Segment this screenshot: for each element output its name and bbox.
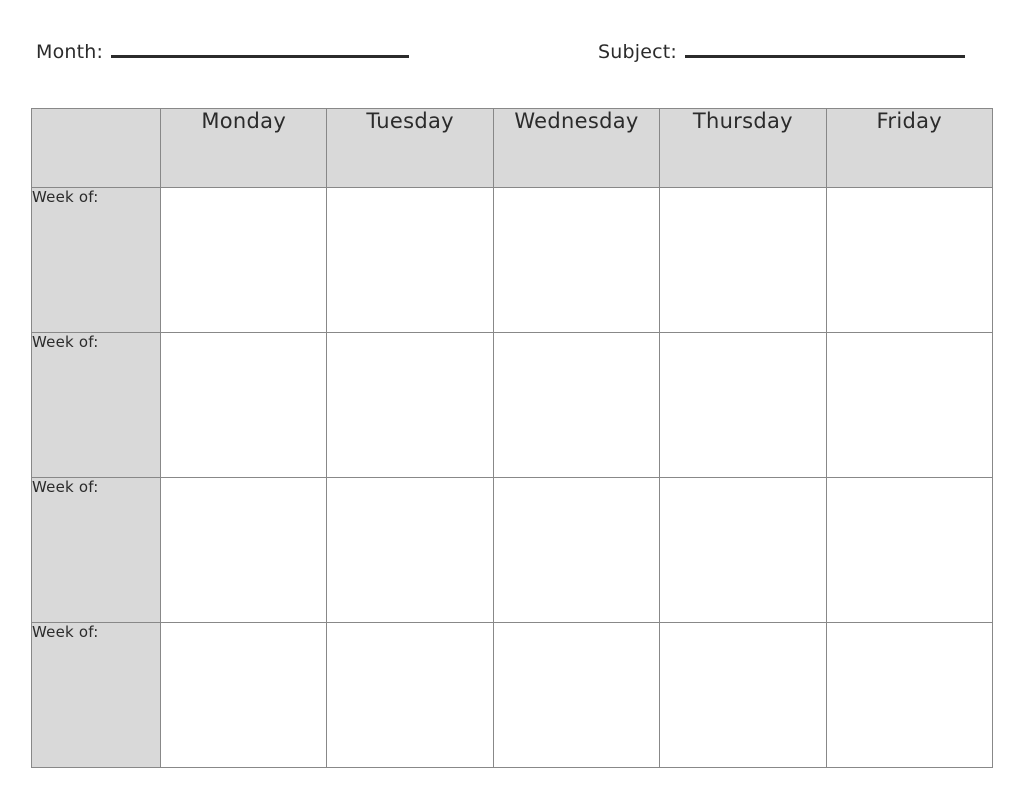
week-of-label-2[interactable]: Week of:	[32, 333, 161, 478]
table-body	[32, 188, 993, 768]
entry-cell-week4-friday[interactable]	[826, 623, 992, 768]
subject-label: Subject:	[598, 41, 678, 63]
table-header-row	[32, 109, 993, 188]
column-header-thursday: Thursday	[660, 109, 826, 188]
entry-cell-week1-thursday[interactable]	[660, 188, 826, 333]
table-header	[32, 109, 993, 188]
table-row	[32, 188, 993, 333]
entry-cell-week4-monday[interactable]	[161, 623, 327, 768]
entry-cell-week2-thursday[interactable]	[660, 333, 826, 478]
entry-cell-week2-wednesday[interactable]	[493, 333, 659, 478]
month-field[interactable]	[36, 40, 409, 63]
entry-cell-week3-tuesday[interactable]	[327, 478, 493, 623]
month-write-line[interactable]	[111, 40, 409, 58]
table-row	[32, 478, 993, 623]
subject-field[interactable]	[598, 40, 965, 63]
column-header-tuesday: Tuesday	[327, 109, 493, 188]
table-row	[32, 333, 993, 478]
entry-cell-week1-tuesday[interactable]	[327, 188, 493, 333]
entry-cell-week1-monday[interactable]	[161, 188, 327, 333]
table-row	[32, 623, 993, 768]
column-header-friday: Friday	[826, 109, 992, 188]
entry-cell-week3-friday[interactable]	[826, 478, 992, 623]
table-corner-cell	[32, 109, 161, 188]
week-of-label-1[interactable]: Week of:	[32, 188, 161, 333]
entry-cell-week2-tuesday[interactable]	[327, 333, 493, 478]
weekly-planner-table	[31, 108, 993, 768]
week-of-label-4[interactable]: Week of:	[32, 623, 161, 768]
column-header-monday: Monday	[161, 109, 327, 188]
entry-cell-week4-tuesday[interactable]	[327, 623, 493, 768]
entry-cell-week4-wednesday[interactable]	[493, 623, 659, 768]
entry-cell-week4-thursday[interactable]	[660, 623, 826, 768]
entry-cell-week3-wednesday[interactable]	[493, 478, 659, 623]
month-label: Month:	[36, 41, 104, 63]
entry-cell-week1-wednesday[interactable]	[493, 188, 659, 333]
column-header-wednesday: Wednesday	[493, 109, 659, 188]
entry-cell-week3-monday[interactable]	[161, 478, 327, 623]
entry-cell-week2-monday[interactable]	[161, 333, 327, 478]
entry-cell-week3-thursday[interactable]	[660, 478, 826, 623]
entry-cell-week1-friday[interactable]	[826, 188, 992, 333]
header-fields	[32, 40, 992, 76]
week-of-label-3[interactable]: Week of:	[32, 478, 161, 623]
subject-write-line[interactable]	[685, 40, 965, 58]
entry-cell-week2-friday[interactable]	[826, 333, 992, 478]
